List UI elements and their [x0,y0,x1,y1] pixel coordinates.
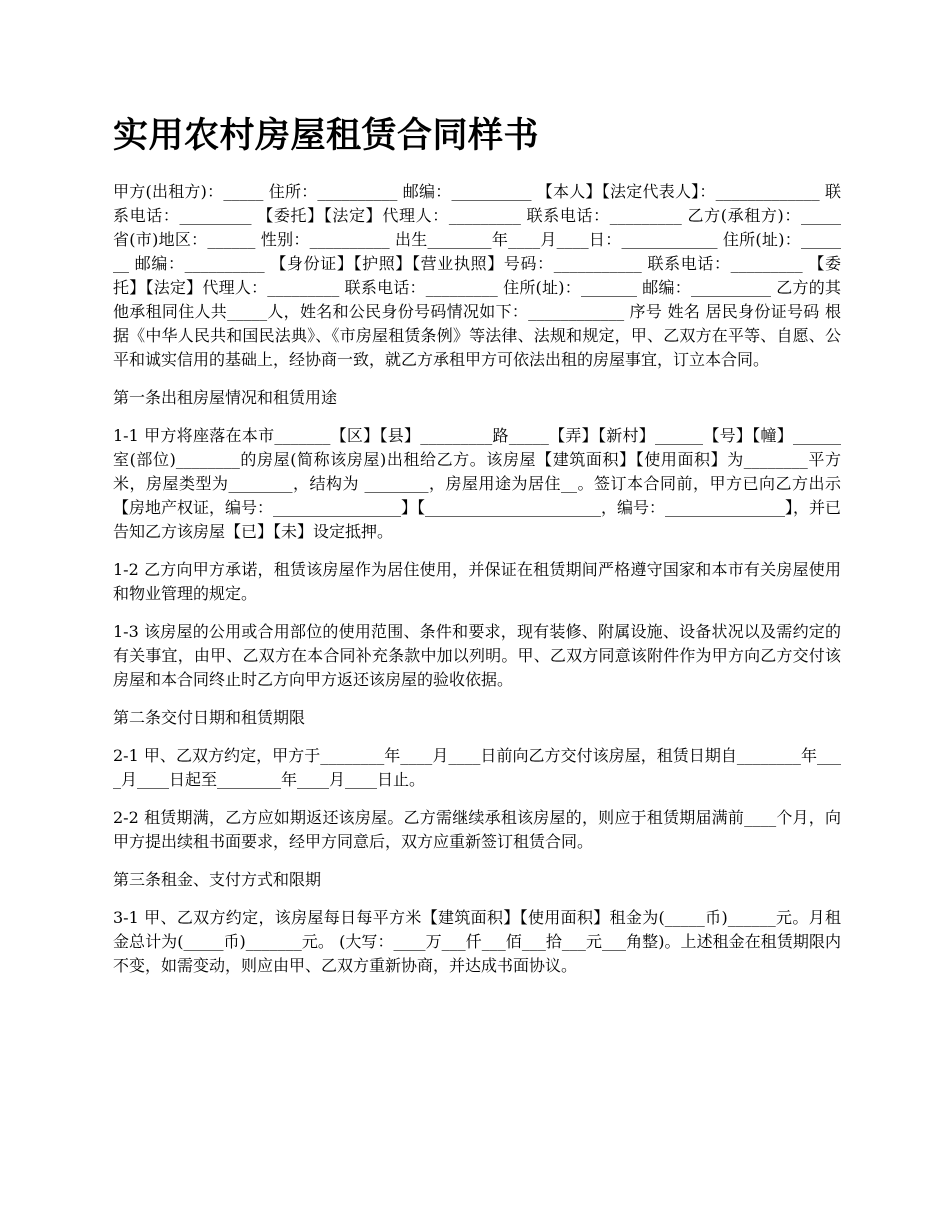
article-3-heading: 第三条租金、支付方式和限期 [113,870,322,889]
clause-2-2: 2-2 租赁期满，乙方应如期返还该房屋。乙方需继续承租该房屋的，则应于租赁期届满前____个月，向甲方提出续租书面要求，经甲方同意后，双方应重新签订租赁合同。 [113,808,841,851]
clause-1-3: 1-3 该房屋的公用或合用部位的使用范围、条件和要求，现有装修、附属设施、设备状况以及需约定的有关事宜，由甲、乙双方在本合同补充条款中加以列明。甲、乙双方同意该附件作为甲方向乙方交付该房屋和本合同终止时乙方向甲方返还该房屋的验收依据。 [113,622,841,689]
document-page [113,110,841,992]
parties-info-paragraph: 甲方(出租方)：_____ 住所：__________ 邮编：__________ 【本人】【法定代表人】：_____________ 联系电话：_________ 【委托】【法定】代理人：_________ 联系电话：_________ 乙方(承租方)：_____ 省(市)地区：______ 性别：__________ 出生________年____月____日：____________ 住所(址)：_______ 邮编：__________ 【身份证】【护照】【营业执照】号码：___________ 联系电话：_________ 【委托】【法定】代理人：_________ 联系电话：_________ 住所(址)：_______ 邮编：__________ 乙方的其他承租同住人共_____人，姓名和公民身份号码情况如下：____________ 序号 姓名 居民身份证号码 根据《中华人民共和国民法典》、《市房屋租赁条例》等法律、法规和规定，甲、乙双方在平等、自愿、公平和诚实信用的基础上，经协商一致，就乙方承租甲方可依法出租的房屋事宜，订立本合同。 [113,182,841,369]
clause-2-1: 2-1 甲、乙双方约定，甲方于________年____月____日前向乙方交付该房屋，租赁日期自________年____月____日起至________年____月____日止。 [113,746,841,789]
clause-1-1: 1-1 甲方将座落在本市_______【区】【县】_________路_____【弄】【新村】______【号】【幢】______室(部位)________的房屋(简称该房屋)出租给乙方。该房屋【建筑面积】【使用面积】为________平方米，房屋类型为________，结构为 ________，房屋用途为居住__。签订本合同前，甲方已向乙方出示【房地产权证，编号：________________】【______________________，编号：_______________】，并已告知乙方该房屋【已】【未】设定抵押。 [113,426,842,541]
clause-3-1: 3-1 甲、乙双方约定，该房屋每日每平方米【建筑面积】【使用面积】租金为(_____币)______元。月租金总计为(_____币)_______元。 (大写：____万___仟___佰___拾___元___角整)。上述租金在租赁期限内不变，如需变动，则应由甲、乙双方重新协商，并达成书面协议。 [113,908,841,975]
article-1-heading: 第一条出租房屋情况和租赁用途 [113,388,338,407]
article-2-heading: 第二条交付日期和租赁期限 [113,708,306,727]
clause-1-2: 1-2 乙方向甲方承诺，租赁该房屋作为居住使用，并保证在租赁期间严格遵守国家和本市有关房屋使用和物业管理的规定。 [113,560,841,603]
document-title: 实用农村房屋租赁合同样书 [113,116,540,156]
